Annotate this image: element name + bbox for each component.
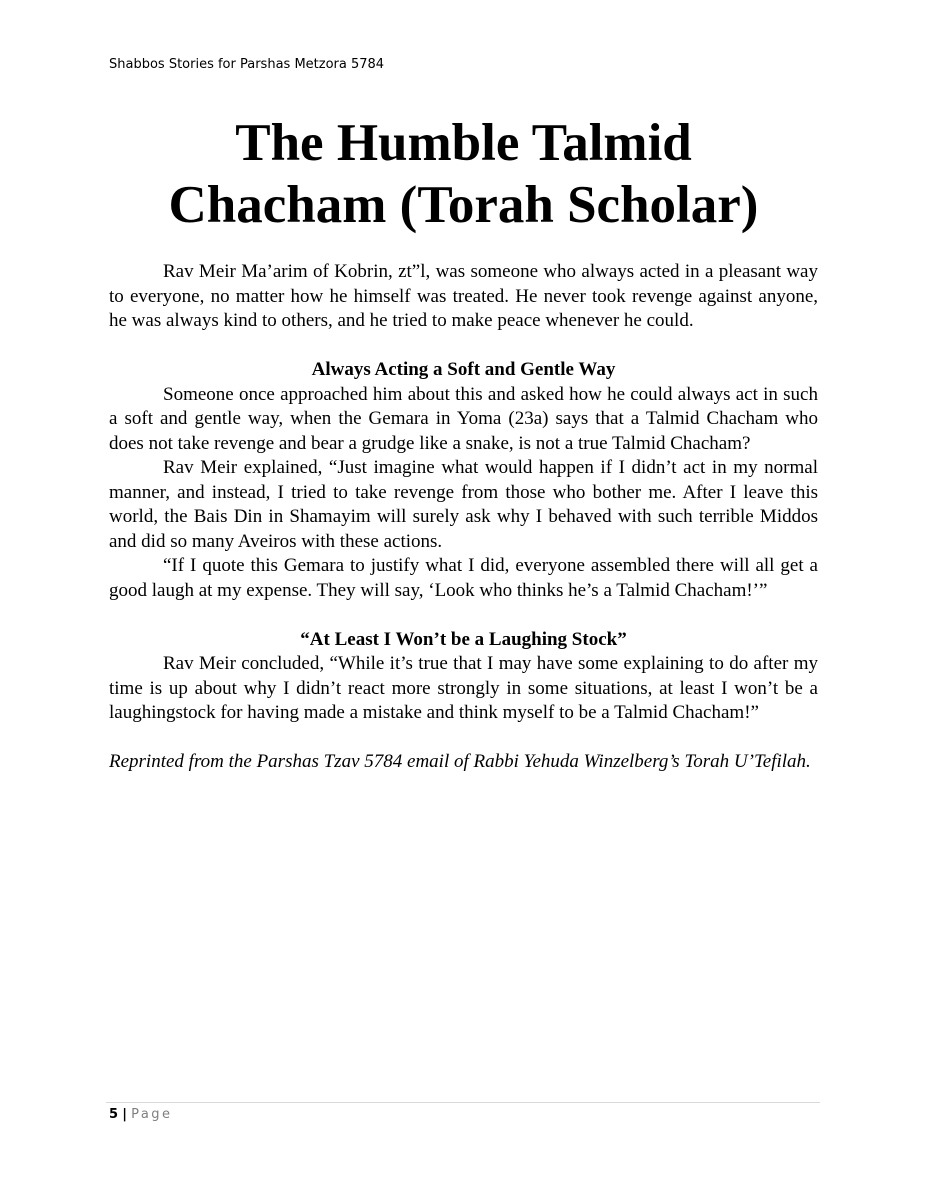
footer-divider: [106, 1102, 820, 1103]
paragraph-spacer: [109, 726, 818, 751]
footer-separator: |: [122, 1107, 127, 1122]
page-title-line-2: Chacham (Torah Scholar): [168, 176, 759, 234]
page-title-line-1: The Humble Talmid: [235, 114, 692, 172]
intro-paragraph: Rav Meir Ma’arim of Kobrin, zt”l, was someone who always acted in a pleasant way to everyone, no matter how he himself was treated. He never took revenge against anyone, he was always kind to others, and he tried to make peace whenever he could.: [109, 261, 818, 331]
page-footer: [109, 1106, 173, 1124]
page-title: [109, 112, 818, 236]
body-paragraph: Rav Meir explained, “Just imagine what would happen if I didn’t act in my normal manner, and instead, I tried to take revenge from those who bother me. After I leave this world, the Bais Din in Shamayim will surely ask why I behaved with such terrible Middos and did so many Aveiros with these actions.: [109, 457, 818, 552]
body-paragraph: “If I quote this Gemara to justify what I did, everyone assembled there will all get a good laugh at my expense. They will say, ‘Look who thinks he’s a Talmid Chacham!’”: [109, 555, 818, 601]
page-number: 5: [109, 1107, 119, 1122]
section-heading-1: Always Acting a Soft and Gentle Way: [311, 359, 616, 380]
body-paragraph: Rav Meir concluded, “While it’s true that I may have some explaining to do after my time is up about why I didn’t react more strongly in some situations, at least I won’t be a laughingstock for having made a mistake and think myself to be a Talmid Chacham!”: [109, 653, 818, 723]
body-paragraph: Someone once approached him about this and asked how he could always act in such a soft and gentle way, when the Gemara in Yoma (23a) says that a Talmid Chacham who does not take revenge and bear a grudge like a snake, is not a true Talmid Chacham?: [109, 383, 818, 454]
section-heading-2: “At Least I Won’t be a Laughing Stock”: [300, 628, 627, 650]
running-header: Shabbos Stories for Parshas Metzora 5784: [109, 57, 385, 72]
reprint-note: Reprinted from the Parshas Tzav 5784 email of Rabbi Yehuda Winzelberg’s Torah U’Tefilah.: [109, 751, 811, 772]
page-label: Page: [131, 1107, 173, 1122]
article-body: [109, 260, 818, 775]
